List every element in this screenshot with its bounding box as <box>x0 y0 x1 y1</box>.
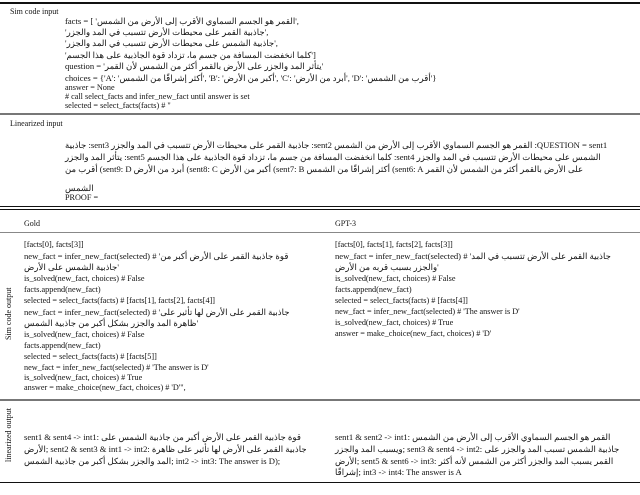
text-line: الشمس على محيطات الأرض تتسبب في المد والجزر sent4: كلما انخفضت المسافة من جسم ما، تزداد قوة الجاذبية على هذا الجسم sent5: يتأثر المد والجزر <box>65 152 601 162</box>
code-line: ظاهرة المد والجزر بشكل أكبر من جاذبية الشمس' <box>24 318 199 328</box>
text-line: الأرض; sent2 & sent3 & int1 -> int2: جاذبية القمر على الأرض لها تأثير على ظاهرة <box>24 444 307 454</box>
bottom-rule <box>0 482 640 483</box>
text-line: إشراقًا; int3 -> int4: The answer is A <box>335 467 462 477</box>
code-line: # call select_facts and infer_new_fact until answer is set <box>65 92 250 101</box>
text-line: على الأرض بالقمر أكثر من الشمس لأن القمر sent6: A) أكثر إشراقًا من الشمس sent7: B) أكبر من الأرض sent8: C) أبرد من الأرض sent9: D) أقرب من <box>65 164 584 174</box>
code-line: جاذبية الشمس على الأرض' <box>24 262 119 272</box>
sim-input-label: Sim code input <box>10 7 59 16</box>
code-line: answer = make_choice(new_fact, choices) # 'D' <box>335 329 492 338</box>
code-line: [facts[0], facts[3]] <box>24 240 84 249</box>
code-line: is_solved(new_fact, choices) # False <box>335 274 456 283</box>
text-line: QUESTION = sent1: القمر هو الجسم السماوي الأقرب إلى الأرض من الشمس sent2: جاذبية القمر على محيطات الأرض تتسبب في المد والجزر sent3: جاذبية <box>65 140 608 150</box>
text-line: الأرض; sent5 & sent6 -> int3: القمر يسبب المد والجزر أكثر من الشمس لأنه أكثر <box>335 456 614 466</box>
linearized-input-label: Linearized input <box>10 119 63 128</box>
code-line: is_solved(new_fact, choices) # True <box>335 318 454 327</box>
code-line: answer = None <box>65 83 115 92</box>
header-divider <box>0 232 640 233</box>
code-line: is_solved(new_fact, choices) # False <box>24 274 145 283</box>
column-header-gpt3: GPT-3 <box>335 219 357 228</box>
linearized-output-label: linearized output <box>4 408 13 462</box>
code-line: choices = {'A': 'أكثر إشراقًا من الشمس', 'B': 'أكبر من الأرض', 'C': 'أبرد من الأرض', 'D': 'أقرب من الشمس'} <box>65 73 437 83</box>
text-line: الشمس <box>65 183 94 193</box>
code-line: 'جاذبية الشمس على محيطات الأرض تتسبب في المد والجزر', <box>65 38 278 48</box>
column-header-gold: Gold <box>24 219 40 228</box>
code-line: facts.append(new_fact) <box>24 341 101 350</box>
code-line: answer = make_choice(new_fact, choices) # 'D'", <box>24 383 186 392</box>
top-rule <box>0 2 640 4</box>
section-divider <box>0 113 640 115</box>
text-line: PROOF = <box>65 193 99 202</box>
code-line: is_solved(new_fact, choices) # False <box>24 330 145 339</box>
text-line: المد والجزر بشكل أكبر من جاذبية الشمس; int2 -> int3: The answer is D); <box>24 456 281 466</box>
code-line: facts.append(new_fact) <box>24 285 101 294</box>
section-divider <box>0 209 640 210</box>
text-line: ويسبب المد والجزر; sent3 & sent4 -> int2: جاذبية الشمس تسبب المد والجزر على <box>335 444 620 454</box>
code-line: [facts[0], facts[1], facts[2], facts[3]] <box>335 240 453 249</box>
text-line: sent1 & sent2 -> int1: القمر هو الجسم السماوي الأقرب إلى الأرض من الشمس <box>335 432 611 442</box>
section-divider <box>0 206 640 207</box>
code-line: selected = select_facts(facts) # [facts[5]] <box>24 352 157 361</box>
text-line: sent1 & sent4 -> int1: قوة جاذبية القمر على الأرض أكبر من جاذبية الشمس على <box>24 432 301 442</box>
code-line: question = 'يتأثر المد والجزر على الأرض بالقمر أكثر من الشمس لأن القمر' <box>65 61 324 71</box>
code-line: والجزر بسبب قربه من الأرض' <box>335 262 439 272</box>
code-line: 'جاذبية القمر على محيطات الأرض تتسبب في المد والجزر', <box>65 27 269 37</box>
section-divider <box>0 399 640 401</box>
code-line: new_fact = infer_new_fact(selected) # 'قوة جاذبية القمر على الأرض أكبر من <box>24 251 289 261</box>
code-line: facts.append(new_fact) <box>335 285 412 294</box>
code-line: selected = select_facts(facts) # [facts[4]] <box>335 296 468 305</box>
code-line: new_fact = infer_new_fact(selected) # 'The answer is D' <box>335 307 520 316</box>
code-line: new_fact = infer_new_fact(selected) # 'جاذبية القمر على الأرض لها تأثير على <box>24 307 290 317</box>
code-line: new_fact = infer_new_fact(selected) # 'جاذبية القمر على الأرض تتسبب في المد <box>335 251 611 261</box>
code-line: selected = select_facts(facts) # [facts[1], facts[2], facts[4]] <box>24 296 216 305</box>
code-line: new_fact = infer_new_fact(selected) # 'The answer is D' <box>24 363 209 372</box>
code-line: facts = [ 'القمر هو الجسم السماوي الأقرب إلى الأرض من الشمس', <box>65 16 299 26</box>
code-line: 'كلما انخفضت المسافة من جسم ما، تزداد قوة الجاذبية على هذا الجسم'] <box>65 50 316 60</box>
sim-output-label: Sim code output <box>4 287 13 340</box>
code-line: is_solved(new_fact, choices) # True <box>24 373 143 382</box>
code-line: selected = select_facts(facts) # " <box>65 101 171 110</box>
